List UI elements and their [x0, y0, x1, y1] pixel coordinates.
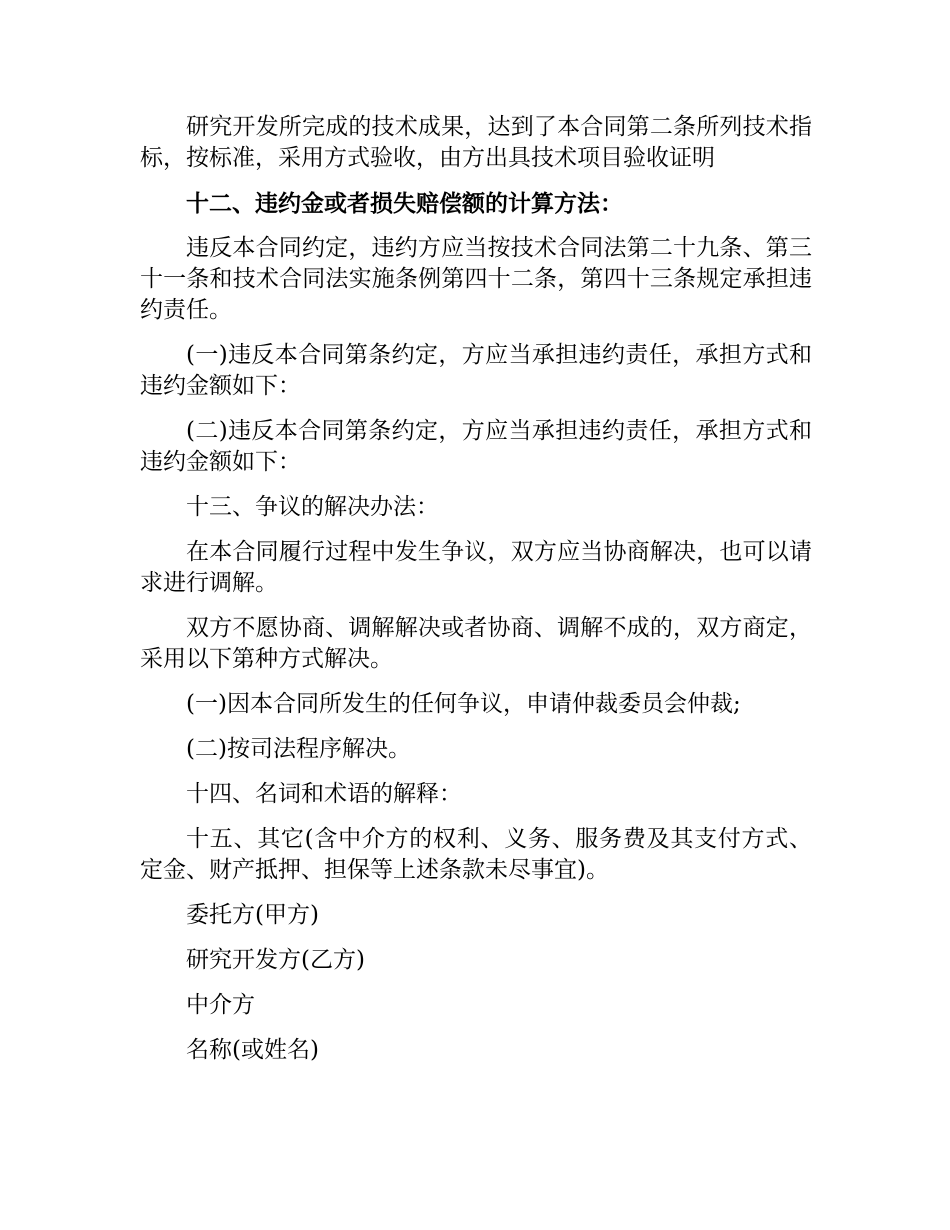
paragraph-dispute-negotiation: 在本合同履行过程中发生争议，双方应当协商解决，也可以请求进行调解。	[140, 539, 812, 596]
paragraph-dispute-item-2: (二)按司法程序解决。	[186, 736, 411, 762]
paragraph-dispute-method: 双方不愿协商、调解解决或者协商、调解不成的，双方商定，采用以下第种方式解决。	[140, 615, 812, 672]
party-client: 委托方(甲方)	[186, 902, 319, 928]
paragraph-dispute-item-1: (一)因本合同所发生的任何争议，申请仲裁委员会仲裁;	[186, 691, 741, 717]
party-developer: 研究开发方(乙方)	[186, 947, 365, 973]
paragraph-acceptance: 研究开发所完成的技术成果，达到了本合同第二条所列技术指标，按标准，采用方式验收，由方出具技术项目验收证明	[140, 114, 812, 171]
paragraph-liability-item-2: (二)违反本合同第条约定，方应当承担违约责任，承担方式和违约金额如下：	[140, 418, 812, 475]
heading-section-15: 十五、其它(含中介方的权利、义务、服务费及其支付方式、定金、财产抵押、担保等上述条款未尽事宜)。	[140, 826, 812, 883]
heading-section-14: 十四、名词和术语的解释：	[186, 781, 462, 807]
party-name-field: 名称(或姓名)	[186, 1037, 319, 1063]
party-intermediary: 中介方	[186, 992, 255, 1018]
heading-section-12: 十二、违约金或者损失赔偿额的计算方法：	[186, 190, 623, 217]
paragraph-liability-item-1: (一)违反本合同第条约定，方应当承担违约责任，承担方式和违约金额如下：	[140, 342, 812, 399]
heading-section-13: 十三、争议的解决办法：	[186, 494, 439, 520]
paragraph-liability: 违反本合同约定，违约方应当按技术合同法第二十九条、第三十一条和技术合同法实施条例第四十二条，第四十三条规定承担违约责任。	[140, 235, 812, 323]
document-body	[140, 112, 812, 1080]
